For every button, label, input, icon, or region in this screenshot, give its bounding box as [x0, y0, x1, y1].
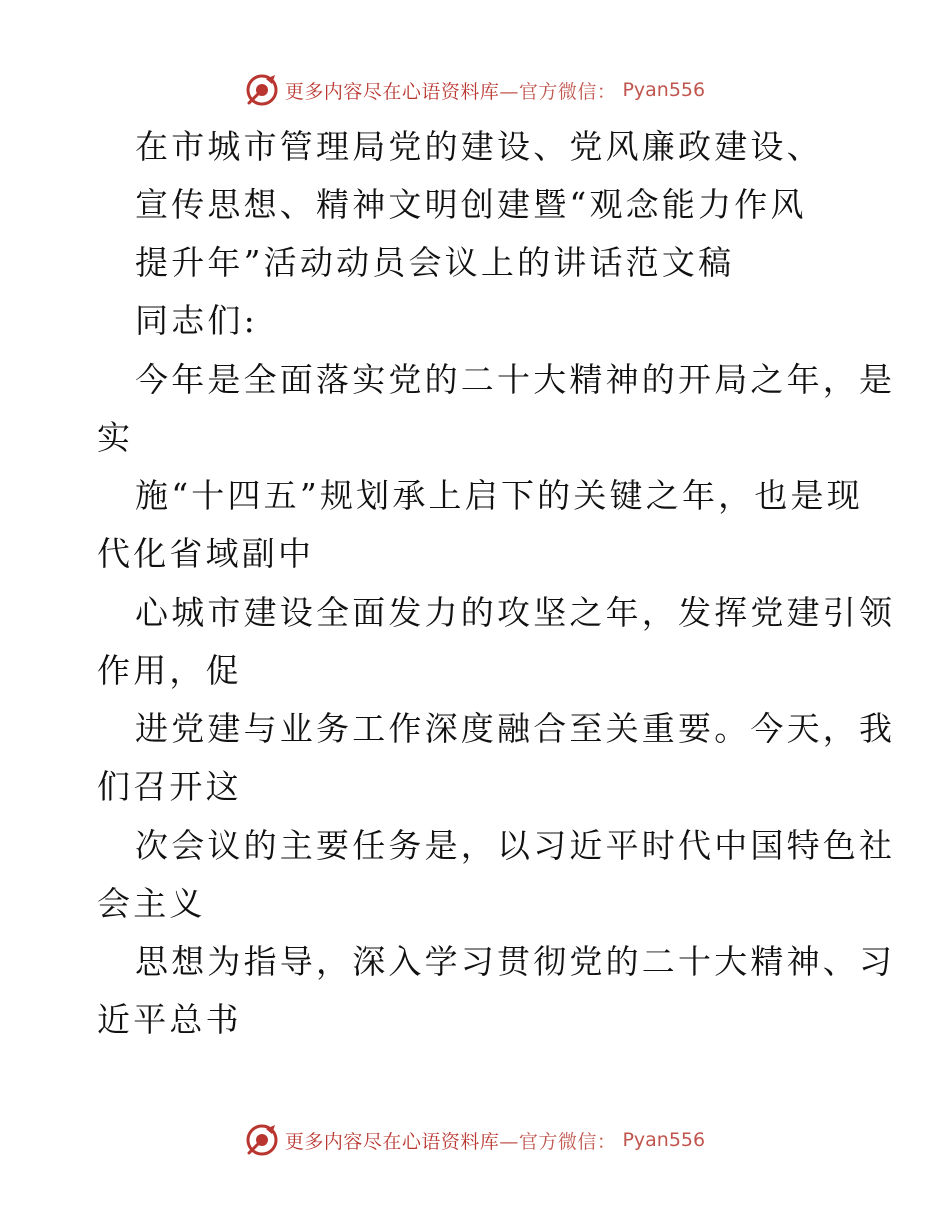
watermark-site-name: 更多内容尽在心语资料库	[284, 80, 500, 103]
body-line: 会主义	[97, 884, 206, 923]
body-line: 思想为指导，深入学习贯彻党的二十大精神、习	[135, 942, 896, 981]
title-line-1: 在市城市管理局党的建设、党风廉政建设、	[135, 127, 823, 166]
watermark-separator: —官方微信：	[499, 1130, 617, 1153]
body-line: 近平总书	[97, 1000, 242, 1039]
watermark-text	[285, 1127, 617, 1154]
pen-logo-icon	[245, 1123, 279, 1157]
title-line-2: 宣传思想、精神文明创建暨“观念能力作风	[135, 185, 807, 224]
watermark-site-name: 更多内容尽在心语资料库	[284, 1130, 500, 1153]
body-line: 代化省域副中	[97, 534, 315, 573]
watermark-text	[285, 77, 617, 104]
watermark-wechat-id: Pyan556	[622, 79, 706, 101]
pen-logo-icon	[245, 73, 279, 107]
footer-watermark	[0, 1120, 950, 1160]
body-line: 作用，促	[97, 651, 242, 690]
body-line: 次会议的主要任务是，以习近平时代中国特色社	[135, 826, 896, 865]
body-line: 心城市建设全面发力的攻坚之年，发挥党建引领	[135, 593, 896, 632]
title-line-3: 提升年”活动动员会议上的讲话范文稿	[135, 243, 735, 282]
body-line: 进党建与业务工作深度融合至关重要。今天，我	[135, 709, 896, 748]
header-watermark	[0, 70, 950, 110]
body-line: 实	[97, 418, 134, 457]
body-line: 们召开这	[97, 767, 242, 806]
watermark-wechat-id: Pyan556	[622, 1129, 706, 1151]
watermark-separator: —官方微信：	[499, 80, 617, 103]
body-line: 今年是全面落实党的二十大精神的开局之年，是	[135, 360, 896, 399]
salutation: 同志们:	[135, 301, 258, 340]
body-line: 施“十四五”规划承上启下的关键之年，也是现	[135, 476, 863, 515]
